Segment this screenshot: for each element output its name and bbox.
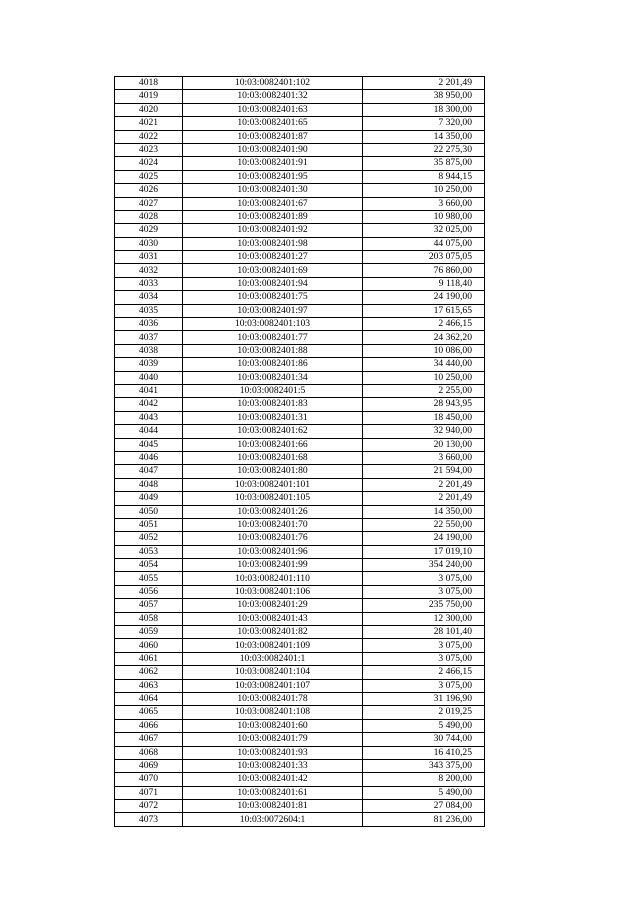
row-number-cell: 4024	[115, 157, 183, 170]
table-row	[115, 291, 485, 304]
row-number-cell: 4065	[115, 706, 183, 719]
amount-cell: 24 362,20	[363, 331, 485, 344]
table-row	[115, 813, 485, 826]
cadastral-number-cell: 10:03:0082401:80	[183, 465, 363, 478]
table-row	[115, 518, 485, 531]
row-number-cell: 4054	[115, 559, 183, 572]
cadastral-number-cell: 10:03:0082401:62	[183, 425, 363, 438]
amount-cell: 24 190,00	[363, 291, 485, 304]
cadastral-number-cell: 10:03:0082401:77	[183, 331, 363, 344]
table-row	[115, 599, 485, 612]
row-number-cell: 4034	[115, 291, 183, 304]
cadastral-number-cell: 10:03:0082401:93	[183, 746, 363, 759]
cadastral-number-cell: 10:03:0082401:105	[183, 492, 363, 505]
table-row	[115, 331, 485, 344]
cadastral-number-cell: 10:03:0072604:1	[183, 813, 363, 826]
table-row	[115, 157, 485, 170]
row-number-cell: 4050	[115, 505, 183, 518]
amount-cell: 7 320,00	[363, 117, 485, 130]
table-row	[115, 358, 485, 371]
table-row	[115, 759, 485, 772]
amount-cell: 38 950,00	[363, 90, 485, 103]
cadastral-number-cell: 10:03:0082401:92	[183, 224, 363, 237]
table-row	[115, 585, 485, 598]
row-number-cell: 4069	[115, 759, 183, 772]
row-number-cell: 4025	[115, 170, 183, 183]
amount-cell: 32 940,00	[363, 425, 485, 438]
row-number-cell: 4070	[115, 773, 183, 786]
cadastral-number-cell: 10:03:0082401:81	[183, 800, 363, 813]
table-row	[115, 746, 485, 759]
amount-cell: 8 200,00	[363, 773, 485, 786]
row-number-cell: 4053	[115, 545, 183, 558]
row-number-cell: 4068	[115, 746, 183, 759]
table-row	[115, 800, 485, 813]
amount-cell: 12 300,00	[363, 612, 485, 625]
cadastral-number-cell: 10:03:0082401:87	[183, 130, 363, 143]
amount-cell: 2 255,00	[363, 384, 485, 397]
table-row	[115, 398, 485, 411]
amount-cell: 3 075,00	[363, 652, 485, 665]
row-number-cell: 4037	[115, 331, 183, 344]
row-number-cell: 4032	[115, 264, 183, 277]
table-row	[115, 277, 485, 290]
table-row	[115, 77, 485, 90]
table-row	[115, 170, 485, 183]
table-row	[115, 679, 485, 692]
row-number-cell: 4019	[115, 90, 183, 103]
cadastral-number-cell: 10:03:0082401:98	[183, 237, 363, 250]
row-number-cell: 4042	[115, 398, 183, 411]
cadastral-number-cell: 10:03:0082401:70	[183, 518, 363, 531]
table-row	[115, 559, 485, 572]
amount-cell: 22 550,00	[363, 518, 485, 531]
cadastral-number-cell: 10:03:0082401:90	[183, 143, 363, 156]
amount-cell: 2 201,49	[363, 478, 485, 491]
cadastral-number-cell: 10:03:0082401:103	[183, 318, 363, 331]
table-row	[115, 773, 485, 786]
row-number-cell: 4057	[115, 599, 183, 612]
amount-cell: 2 201,49	[363, 77, 485, 90]
row-number-cell: 4058	[115, 612, 183, 625]
cadastral-number-cell: 10:03:0082401:89	[183, 210, 363, 223]
cadastral-number-cell: 10:03:0082401:60	[183, 719, 363, 732]
amount-cell: 203 075,05	[363, 251, 485, 264]
amount-cell: 3 075,00	[363, 639, 485, 652]
row-number-cell: 4033	[115, 277, 183, 290]
cadastral-number-cell: 10:03:0082401:108	[183, 706, 363, 719]
table-row	[115, 438, 485, 451]
table-row	[115, 90, 485, 103]
amount-cell: 3 075,00	[363, 572, 485, 585]
amount-cell: 16 410,25	[363, 746, 485, 759]
cadastral-number-cell: 10:03:0082401:99	[183, 559, 363, 572]
row-number-cell: 4043	[115, 411, 183, 424]
amount-cell: 18 450,00	[363, 411, 485, 424]
amount-cell: 81 236,00	[363, 813, 485, 826]
cadastral-number-cell: 10:03:0082401:109	[183, 639, 363, 652]
table-row	[115, 733, 485, 746]
row-number-cell: 4022	[115, 130, 183, 143]
row-number-cell: 4020	[115, 103, 183, 116]
amount-cell: 10 086,00	[363, 344, 485, 357]
table-row	[115, 639, 485, 652]
cadastral-number-cell: 10:03:0082401:97	[183, 304, 363, 317]
amount-cell: 10 250,00	[363, 184, 485, 197]
row-number-cell: 4056	[115, 585, 183, 598]
row-number-cell: 4039	[115, 358, 183, 371]
cadastral-number-cell: 10:03:0082401:94	[183, 277, 363, 290]
cadastral-number-cell: 10:03:0082401:29	[183, 599, 363, 612]
table-row	[115, 318, 485, 331]
row-number-cell: 4047	[115, 465, 183, 478]
amount-cell: 14 350,00	[363, 505, 485, 518]
row-number-cell: 4026	[115, 184, 183, 197]
amount-cell: 3 075,00	[363, 585, 485, 598]
cadastral-number-cell: 10:03:0082401:76	[183, 532, 363, 545]
cadastral-number-cell: 10:03:0082401:63	[183, 103, 363, 116]
table-row	[115, 786, 485, 799]
table-row	[115, 505, 485, 518]
amount-cell: 18 300,00	[363, 103, 485, 116]
table-row	[115, 371, 485, 384]
row-number-cell: 4064	[115, 692, 183, 705]
row-number-cell: 4062	[115, 666, 183, 679]
row-number-cell: 4071	[115, 786, 183, 799]
amount-cell: 21 594,00	[363, 465, 485, 478]
row-number-cell: 4030	[115, 237, 183, 250]
row-number-cell: 4031	[115, 251, 183, 264]
row-number-cell: 4036	[115, 318, 183, 331]
cadastral-number-cell: 10:03:0082401:104	[183, 666, 363, 679]
table-row	[115, 451, 485, 464]
row-number-cell: 4049	[115, 492, 183, 505]
amount-cell: 2 019,25	[363, 706, 485, 719]
cadastral-number-cell: 10:03:0082401:82	[183, 626, 363, 639]
cadastral-number-cell: 10:03:0082401:26	[183, 505, 363, 518]
table-row	[115, 612, 485, 625]
row-number-cell: 4048	[115, 478, 183, 491]
row-number-cell: 4018	[115, 77, 183, 90]
amount-cell: 354 240,00	[363, 559, 485, 572]
table-row	[115, 719, 485, 732]
amount-cell: 31 196,90	[363, 692, 485, 705]
cadastral-number-cell: 10:03:0082401:34	[183, 371, 363, 384]
table-row	[115, 210, 485, 223]
table-row	[115, 103, 485, 116]
table-row	[115, 492, 485, 505]
amount-cell: 2 201,49	[363, 492, 485, 505]
amount-cell: 5 490,00	[363, 786, 485, 799]
table-row	[115, 532, 485, 545]
cadastral-number-cell: 10:03:0082401:83	[183, 398, 363, 411]
amount-cell: 343 375,00	[363, 759, 485, 772]
cadastral-number-cell: 10:03:0082401:30	[183, 184, 363, 197]
table-row	[115, 545, 485, 558]
cadastral-number-cell: 10:03:0082401:69	[183, 264, 363, 277]
cadastral-number-cell: 10:03:0082401:61	[183, 786, 363, 799]
amount-cell: 34 440,00	[363, 358, 485, 371]
table-row	[115, 706, 485, 719]
cadastral-number-cell: 10:03:0082401:66	[183, 438, 363, 451]
table-row	[115, 692, 485, 705]
table-row	[115, 384, 485, 397]
cadastral-number-cell: 10:03:0082401:68	[183, 451, 363, 464]
row-number-cell: 4063	[115, 679, 183, 692]
cadastral-number-cell: 10:03:0082401:31	[183, 411, 363, 424]
amount-cell: 30 744,00	[363, 733, 485, 746]
amount-cell: 235 750,00	[363, 599, 485, 612]
cadastral-number-cell: 10:03:0082401:42	[183, 773, 363, 786]
row-number-cell: 4038	[115, 344, 183, 357]
cadastral-number-cell: 10:03:0082401:88	[183, 344, 363, 357]
table-row	[115, 425, 485, 438]
row-number-cell: 4045	[115, 438, 183, 451]
row-number-cell: 4072	[115, 800, 183, 813]
table-row	[115, 666, 485, 679]
table-row	[115, 197, 485, 210]
row-number-cell: 4035	[115, 304, 183, 317]
cadastral-number-cell: 10:03:0082401:5	[183, 384, 363, 397]
row-number-cell: 4044	[115, 425, 183, 438]
row-number-cell: 4060	[115, 639, 183, 652]
amount-cell: 8 944,15	[363, 170, 485, 183]
table-row	[115, 411, 485, 424]
row-number-cell: 4061	[115, 652, 183, 665]
cadastral-number-cell: 10:03:0082401:101	[183, 478, 363, 491]
row-number-cell: 4046	[115, 451, 183, 464]
amount-cell: 28 101,40	[363, 626, 485, 639]
amount-cell: 3 075,00	[363, 679, 485, 692]
amount-cell: 20 130,00	[363, 438, 485, 451]
row-number-cell: 4041	[115, 384, 183, 397]
row-number-cell: 4027	[115, 197, 183, 210]
amount-cell: 9 118,40	[363, 277, 485, 290]
amount-cell: 76 860,00	[363, 264, 485, 277]
register-table-body	[115, 77, 485, 827]
table-row	[115, 143, 485, 156]
table-row	[115, 264, 485, 277]
amount-cell: 10 980,00	[363, 210, 485, 223]
cadastral-number-cell: 10:03:0082401:96	[183, 545, 363, 558]
table-row	[115, 251, 485, 264]
row-number-cell: 4021	[115, 117, 183, 130]
row-number-cell: 4029	[115, 224, 183, 237]
amount-cell: 5 490,00	[363, 719, 485, 732]
cadastral-number-cell: 10:03:0082401:32	[183, 90, 363, 103]
amount-cell: 3 660,00	[363, 197, 485, 210]
table-row	[115, 117, 485, 130]
cadastral-number-cell: 10:03:0082401:110	[183, 572, 363, 585]
table-row	[115, 572, 485, 585]
table-row	[115, 478, 485, 491]
amount-cell: 24 190,00	[363, 532, 485, 545]
cadastral-number-cell: 10:03:0082401:33	[183, 759, 363, 772]
row-number-cell: 4052	[115, 532, 183, 545]
cadastral-number-cell: 10:03:0082401:107	[183, 679, 363, 692]
amount-cell: 14 350,00	[363, 130, 485, 143]
table-row	[115, 304, 485, 317]
amount-cell: 44 075,00	[363, 237, 485, 250]
row-number-cell: 4028	[115, 210, 183, 223]
amount-cell: 35 875,00	[363, 157, 485, 170]
cadastral-number-cell: 10:03:0082401:78	[183, 692, 363, 705]
cadastral-number-cell: 10:03:0082401:65	[183, 117, 363, 130]
register-table	[114, 76, 485, 827]
row-number-cell: 4066	[115, 719, 183, 732]
table-row	[115, 465, 485, 478]
table-row	[115, 652, 485, 665]
row-number-cell: 4023	[115, 143, 183, 156]
amount-cell: 2 466,15	[363, 318, 485, 331]
cadastral-number-cell: 10:03:0082401:86	[183, 358, 363, 371]
amount-cell: 32 025,00	[363, 224, 485, 237]
amount-cell: 3 660,00	[363, 451, 485, 464]
cadastral-number-cell: 10:03:0082401:79	[183, 733, 363, 746]
row-number-cell: 4051	[115, 518, 183, 531]
cadastral-number-cell: 10:03:0082401:27	[183, 251, 363, 264]
table-row	[115, 626, 485, 639]
table-row	[115, 237, 485, 250]
cadastral-number-cell: 10:03:0082401:43	[183, 612, 363, 625]
cadastral-number-cell: 10:03:0082401:91	[183, 157, 363, 170]
table-row	[115, 130, 485, 143]
row-number-cell: 4059	[115, 626, 183, 639]
row-number-cell: 4040	[115, 371, 183, 384]
amount-cell: 17 019,10	[363, 545, 485, 558]
cadastral-number-cell: 10:03:0082401:95	[183, 170, 363, 183]
table-row	[115, 344, 485, 357]
amount-cell: 17 615,65	[363, 304, 485, 317]
amount-cell: 22 275,30	[363, 143, 485, 156]
cadastral-number-cell: 10:03:0082401:102	[183, 77, 363, 90]
amount-cell: 10 250,00	[363, 371, 485, 384]
table-row	[115, 224, 485, 237]
table-row	[115, 184, 485, 197]
cadastral-number-cell: 10:03:0082401:67	[183, 197, 363, 210]
cadastral-number-cell: 10:03:0082401:1	[183, 652, 363, 665]
row-number-cell: 4055	[115, 572, 183, 585]
row-number-cell: 4073	[115, 813, 183, 826]
amount-cell: 2 466,15	[363, 666, 485, 679]
row-number-cell: 4067	[115, 733, 183, 746]
cadastral-number-cell: 10:03:0082401:106	[183, 585, 363, 598]
cadastral-number-cell: 10:03:0082401:75	[183, 291, 363, 304]
amount-cell: 27 084,00	[363, 800, 485, 813]
amount-cell: 28 943,95	[363, 398, 485, 411]
